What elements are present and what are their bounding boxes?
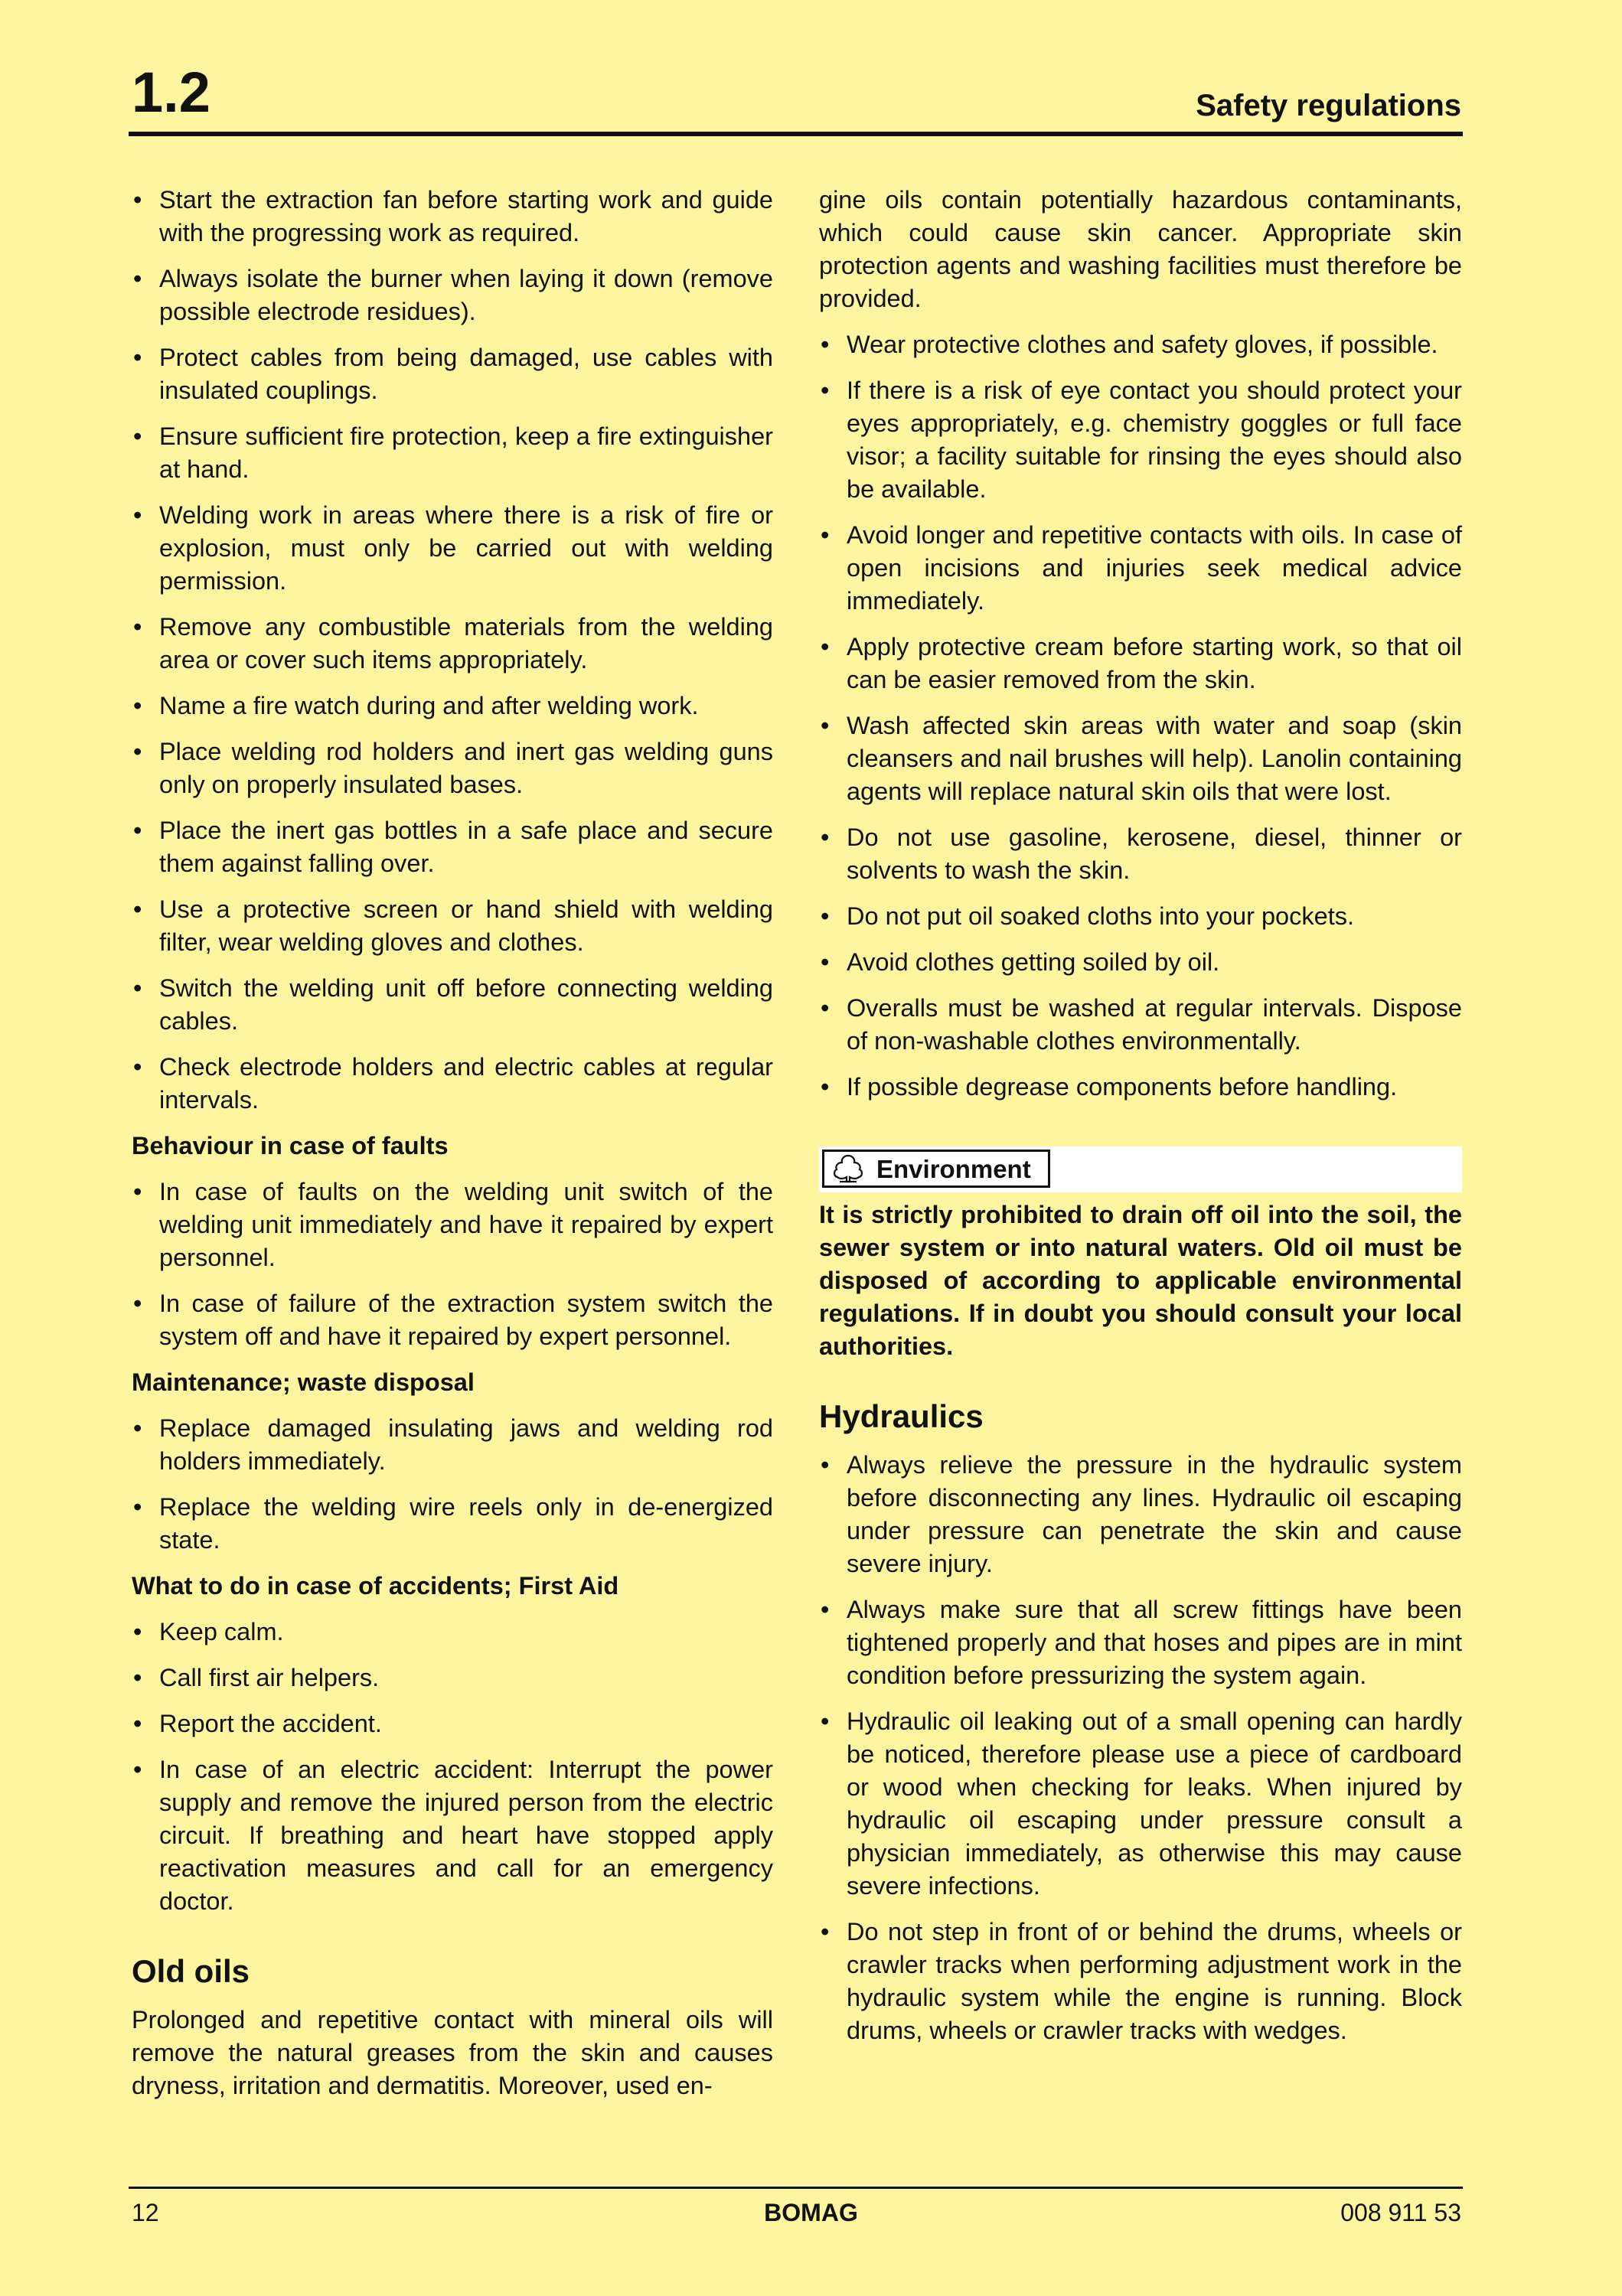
list-item: • In case of faults on the welding unit switch of the welding unit immediately and have it repaired by expert personnel. (132, 1176, 773, 1274)
footer-brand: BOMAG (764, 2199, 858, 2226)
list-item: • If there is a risk of eye contact you should protect your eyes appropriately, e.g. chemistry goggles or full face visor; a facility suitable for rinsing the eyes should also be available. (819, 374, 1462, 506)
list-item: • Keep calm. (132, 1616, 773, 1649)
old-oils-intro: Prolonged and repetitive contact with mineral oils will remove the natural greases from the skin and causes dryness, irritation and dermatitis. Moreover, used en- (132, 2006, 773, 2099)
list-item: • Always make sure that all screw fittings have been tightened properly and that hoses and pipes are in mint condition before pressurizing the system again. (819, 1593, 1462, 1692)
environment-text: It is strictly prohibited to drain off oil into the soil, the sewer system or into natural waters. Old oil must be disposed of according to applicable environmental regulations. If in doubt you should consult your local authorities. (819, 1201, 1462, 1360)
list-item: • Welding work in areas where there is a risk of fire or explosion, must only be carried out with welding permission. (132, 499, 773, 598)
hydraulics-heading: Hydraulics (819, 1398, 984, 1434)
maintenance-heading: Maintenance; waste disposal (132, 1368, 475, 1396)
header-rule (129, 132, 1463, 136)
section-number: 1.2 (132, 60, 211, 124)
list-item: • Do not put oil soaked cloths into your pockets. (819, 900, 1462, 933)
document-number: 008 911 53 (1340, 2199, 1461, 2226)
environment-notice (819, 1146, 1462, 1192)
list-item: • In case of failure of the extraction system switch the system off and have it repaired by expert personnel. (132, 1287, 773, 1353)
list-item: • Do not use gasoline, kerosene, diesel, thinner or solvents to wash the skin. (819, 821, 1462, 887)
list-item: • Do not step in front of or behind the drums, wheels or crawler tracks when performing adjustment work in the hydraulic system while the engine is running. Block drums, wheels or crawler tracks with wedges. (819, 1916, 1462, 2047)
list-item: • Avoid clothes getting soiled by oil. (819, 946, 1462, 979)
list-item: • Place welding rod holders and inert gas welding guns only on properly insulated bases. (132, 735, 773, 801)
list-item: • Ensure sufficient fire protection, keep a fire extinguisher at hand. (132, 420, 773, 486)
list-item: • Always relieve the pressure in the hydraulic system before disconnecting any lines. Hydraulic oil escaping under pressure can penetrate the skin and cause severe injury. (819, 1449, 1462, 1580)
old-oils-continued: gine oils contain potentially hazardous contaminants, which could cause skin cancer. Appropriate skin protection agents and washing facilities must therefore be provided. (819, 186, 1462, 312)
faults-heading: Behaviour in case of faults (132, 1132, 449, 1159)
maintenance-list (132, 1412, 773, 1557)
hydraulics-list (819, 1449, 1462, 2047)
environment-label-text: Environment (876, 1154, 1031, 1183)
list-item: • Remove any combustible materials from the welding area or cover such items appropriately. (132, 611, 773, 677)
footer-rule (129, 2187, 1463, 2189)
list-item: • Apply protective cream before starting work, so that oil can be easier removed from the skin. (819, 631, 1462, 696)
old-oils-heading: Old oils (132, 1953, 250, 1989)
page-title: Safety regulations (1196, 89, 1461, 122)
list-item: • Call first air helpers. (132, 1662, 773, 1694)
list-item: • Replace the welding wire reels only in de-energized state. (132, 1491, 773, 1557)
list-item: • Wear protective clothes and safety gloves, if possible. (819, 328, 1462, 361)
page-number: 12 (132, 2199, 159, 2226)
environment-label (822, 1150, 1050, 1188)
list-item: • Place the inert gas bottles in a safe place and secure them against falling over. (132, 814, 773, 880)
environment-tree-icon (831, 1153, 866, 1184)
list-item: • Protect cables from being damaged, use cables with insulated couplings. (132, 341, 773, 407)
accidents-heading: What to do in case of accidents; First Aid (132, 1572, 619, 1600)
list-item: • Overalls must be washed at regular intervals. Dispose of non-washable clothes environmentally. (819, 992, 1462, 1058)
list-item: • Start the extraction fan before starting work and guide with the progressing work as required. (132, 184, 773, 249)
welding-list (132, 184, 773, 1117)
list-item: • Switch the welding unit off before connecting welding cables. (132, 972, 773, 1038)
list-item: • Use a protective screen or hand shield with welding filter, wear welding gloves and clothes. (132, 893, 773, 959)
faults-list (132, 1176, 773, 1353)
list-item: • If possible degrease components before handling. (819, 1071, 1462, 1104)
list-item: • Name a fire watch during and after welding work. (132, 690, 773, 722)
list-item: • Avoid longer and repetitive contacts with oils. In case of open incisions and injuries seek medical advice immediately. (819, 519, 1462, 618)
list-item: • Check electrode holders and electric cables at regular intervals. (132, 1051, 773, 1117)
list-item: • Report the accident. (132, 1707, 773, 1740)
list-item: • Replace damaged insulating jaws and welding rod holders immediately. (132, 1412, 773, 1478)
right-column (819, 184, 1462, 2060)
left-column (132, 184, 773, 2115)
list-item: • Hydraulic oil leaking out of a small opening can hardly be noticed, therefore please use a piece of cardboard or wood when checking for leaks. When injured by hydraulic oil escaping under pressure consult a physician immediately, as otherwise this may cause severe infections. (819, 1705, 1462, 1903)
accidents-list (132, 1616, 773, 1918)
list-item: • Always isolate the burner when laying it down (remove possible electrode residues). (132, 263, 773, 328)
list-item: • Wash affected skin areas with water and soap (skin cleansers and nail brushes will help). Lanolin containing agents will replace natural skin oils that were lost. (819, 709, 1462, 808)
old-oils-list (819, 328, 1462, 1104)
list-item: • In case of an electric accident: Interrupt the power supply and remove the injured person from the electric circuit. If breathing and heart have stopped apply reactivation measures and call for an emergency doctor. (132, 1753, 773, 1918)
